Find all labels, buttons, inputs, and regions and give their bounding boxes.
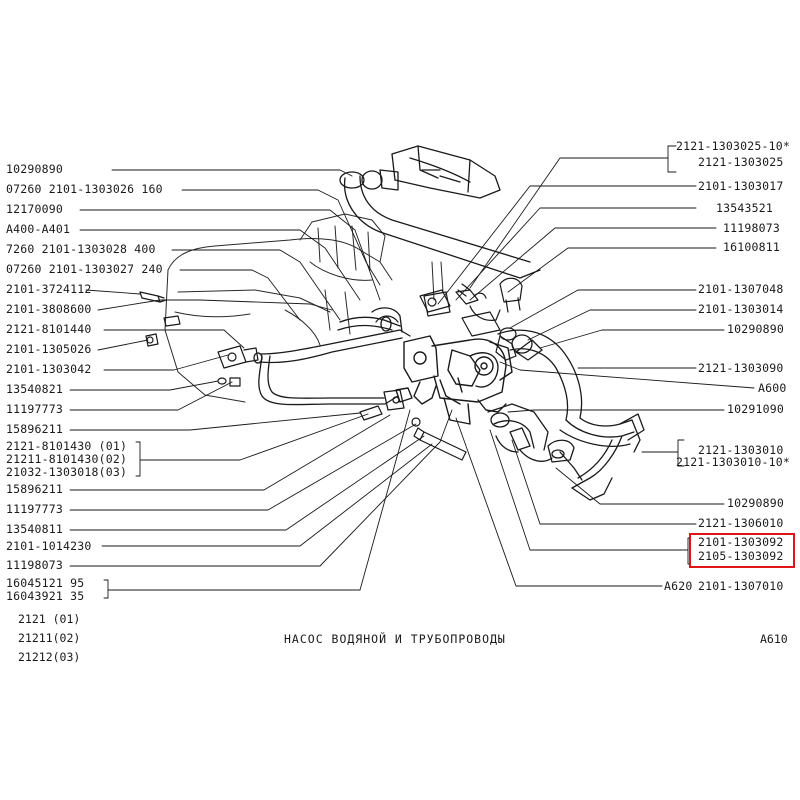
left-label: 07260 2101-1303027 240: [6, 262, 163, 276]
model-row: 2121 (01): [18, 612, 81, 626]
right-label: 2121-1303025-10*: [676, 139, 790, 153]
right-label: A620: [664, 579, 693, 593]
left-label: 13540821: [6, 382, 63, 396]
right-label: 2101-1303014: [698, 302, 784, 316]
right-label: 13543521: [716, 201, 773, 215]
right-label: 16100811: [723, 240, 780, 254]
leader-lines-left: [70, 170, 452, 598]
left-label: 2121-8101440: [6, 322, 92, 336]
right-label: 11198073: [723, 221, 780, 235]
left-label: 12170090: [6, 202, 63, 216]
left-label: 2101-1014230: [6, 539, 92, 553]
long-bolt: [414, 428, 466, 460]
engine-block-outline: [165, 214, 443, 402]
left-label: 11197773: [6, 502, 63, 516]
left-label: 10290890: [6, 162, 63, 176]
highlighted-part-label: 2105-1303092: [698, 549, 784, 563]
left-label: 11197773: [6, 402, 63, 416]
left-label: 16043921 35: [6, 589, 85, 603]
left-label: 2101-3808600: [6, 302, 92, 316]
water-pump-body: [396, 336, 512, 424]
left-label: 2121-8101430 (01): [6, 439, 128, 453]
right-label: 2101-1307010: [698, 579, 784, 593]
left-label: 11198073: [6, 558, 63, 572]
page-code: A610: [760, 632, 788, 646]
right-label: 2121-1306010: [698, 516, 784, 530]
left-label: A400-A401: [6, 222, 71, 236]
right-label: 2121-1303025: [698, 155, 784, 169]
right-label: A600: [758, 381, 787, 395]
right-label: 2121-1303090: [698, 361, 784, 375]
left-label: 2101-1303042: [6, 362, 92, 376]
left-label: 2101-3724112: [6, 282, 92, 296]
right-label: 10290890: [727, 322, 784, 336]
right-label: 10291090: [727, 402, 784, 416]
model-row: 21211(02): [18, 631, 81, 645]
left-label: 07260 2101-1303026 160: [6, 182, 163, 196]
right-label: 2101-1307048: [698, 282, 784, 296]
right-label: 2101-1303017: [698, 179, 784, 193]
return-tube: [259, 356, 404, 410]
left-label: 15896211: [6, 422, 63, 436]
left-label: 13540811: [6, 522, 63, 536]
left-label: 7260 2101-1303028 400: [6, 242, 156, 256]
left-label: 21032-1303018(03): [6, 465, 128, 479]
left-label: 16045121 95: [6, 576, 85, 590]
model-row: 21212(03): [18, 650, 81, 664]
highlighted-part-label: 2101-1303092: [698, 535, 784, 549]
right-label: 2121-1303010: [698, 443, 784, 457]
right-hose: [498, 330, 644, 500]
diagram-title: НАСОС ВОДЯНОЙ И ТРУБОПРОВОДЫ: [284, 632, 506, 646]
left-label: 21211-8101430(02): [6, 452, 128, 466]
left-label: 15896211: [6, 482, 63, 496]
right-label: 10290890: [727, 496, 784, 510]
left-label: 2101-1305026: [6, 342, 92, 356]
left-fittings: [140, 292, 258, 386]
right-label: 2121-1303010-10*: [676, 455, 790, 469]
